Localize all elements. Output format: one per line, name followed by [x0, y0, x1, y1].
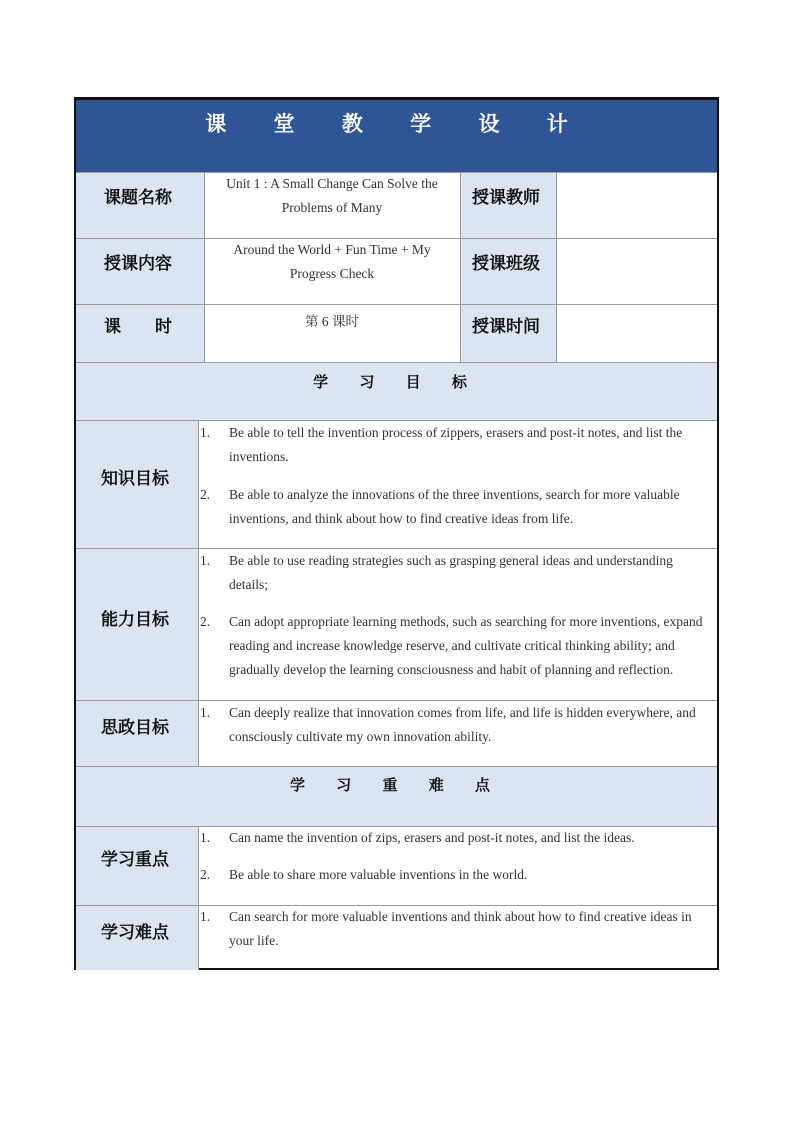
- list-text: Be able to analyze the innovations of the three inventions, search for more valuable inventions, and think about how to find creative ideas from life.: [229, 487, 680, 526]
- list-number: 1.: [200, 830, 211, 845]
- difficulty-label: 学习难点: [101, 923, 169, 943]
- column-divider: [198, 826, 199, 970]
- objectives-heading: 学 习 目 标: [76, 362, 717, 420]
- list-number: 2.: [200, 614, 211, 629]
- key-points-heading: 学 习 重 难 点: [76, 766, 717, 826]
- difficulty-item-1: [200, 905, 712, 955]
- list-number: 2.: [200, 867, 211, 882]
- list-text: Can search for more valuable inventions and think about how to find creative ideas in your life.: [229, 909, 692, 948]
- period-label: 课 时: [104, 317, 172, 337]
- list-number: 2.: [200, 487, 211, 502]
- column-divider: [204, 172, 205, 362]
- list-text: Can adopt appropriate learning methods, such as searching for more inventions, expand reading and increase knowledge reserve, and cultivate critical thinking ability; and gradually develop the learning consciousness and habit of planning and reflection.: [229, 614, 703, 677]
- list-number: 1.: [200, 553, 211, 568]
- row-divider: [76, 172, 717, 173]
- topic-label: 课题名称: [104, 188, 172, 208]
- knowledge-label: 知识目标: [101, 469, 169, 489]
- class-label: 授课班级: [472, 254, 540, 274]
- row-divider: [76, 766, 717, 767]
- focus-label: 学习重点: [101, 850, 169, 870]
- row-divider: [76, 304, 717, 305]
- column-divider: [460, 172, 461, 362]
- lesson-plan-table: [74, 97, 719, 970]
- row-divider: [76, 700, 717, 701]
- row-divider: [76, 905, 717, 906]
- column-divider: [556, 172, 557, 362]
- list-number: 1.: [200, 705, 211, 720]
- list-text: Be able to use reading strategies such as grasping general ideas and understanding details;: [229, 553, 673, 592]
- content-label: 授课内容: [104, 254, 172, 274]
- column-divider: [198, 420, 199, 766]
- row-divider: [76, 826, 717, 827]
- focus-item-1: [200, 826, 712, 852]
- knowledge-item-1: [200, 421, 712, 471]
- list-text: Be able to share more valuable inventions in the world.: [229, 867, 528, 882]
- row-divider: [76, 420, 717, 421]
- document-title: 课 堂 教 学 设 计: [76, 100, 717, 172]
- ability-label: 能力目标: [101, 610, 169, 630]
- ability-item-1: [200, 549, 712, 599]
- ability-item-2: [200, 610, 712, 684]
- row-divider: [76, 362, 717, 363]
- topic-value: Unit 1 : A Small Change Can Solve the Problems of Many: [226, 176, 438, 215]
- ideology-item-1: [200, 701, 712, 751]
- ideology-label: 思政目标: [101, 718, 169, 738]
- focus-item-2: [200, 863, 712, 889]
- content-value: Around the World + Fun Time + My Progress Check: [233, 242, 431, 281]
- teacher-label: 授课教师: [472, 188, 540, 208]
- list-text: Be able to tell the invention process of zippers, erasers and post-it notes, and list the inventions.: [229, 425, 683, 464]
- row-divider: [76, 548, 717, 549]
- list-text: Can deeply realize that innovation comes from life, and life is hidden everywhere, and consciously cultivate my own innovation ability.: [229, 705, 696, 744]
- list-number: 1.: [200, 425, 211, 440]
- time-label: 授课时间: [472, 317, 540, 337]
- period-value: 第 6 课时: [305, 314, 359, 329]
- knowledge-item-2: [200, 483, 712, 533]
- list-number: 1.: [200, 909, 211, 924]
- list-text: Can name the invention of zips, erasers and post-it notes, and list the ideas.: [229, 830, 635, 845]
- row-divider: [76, 238, 717, 239]
